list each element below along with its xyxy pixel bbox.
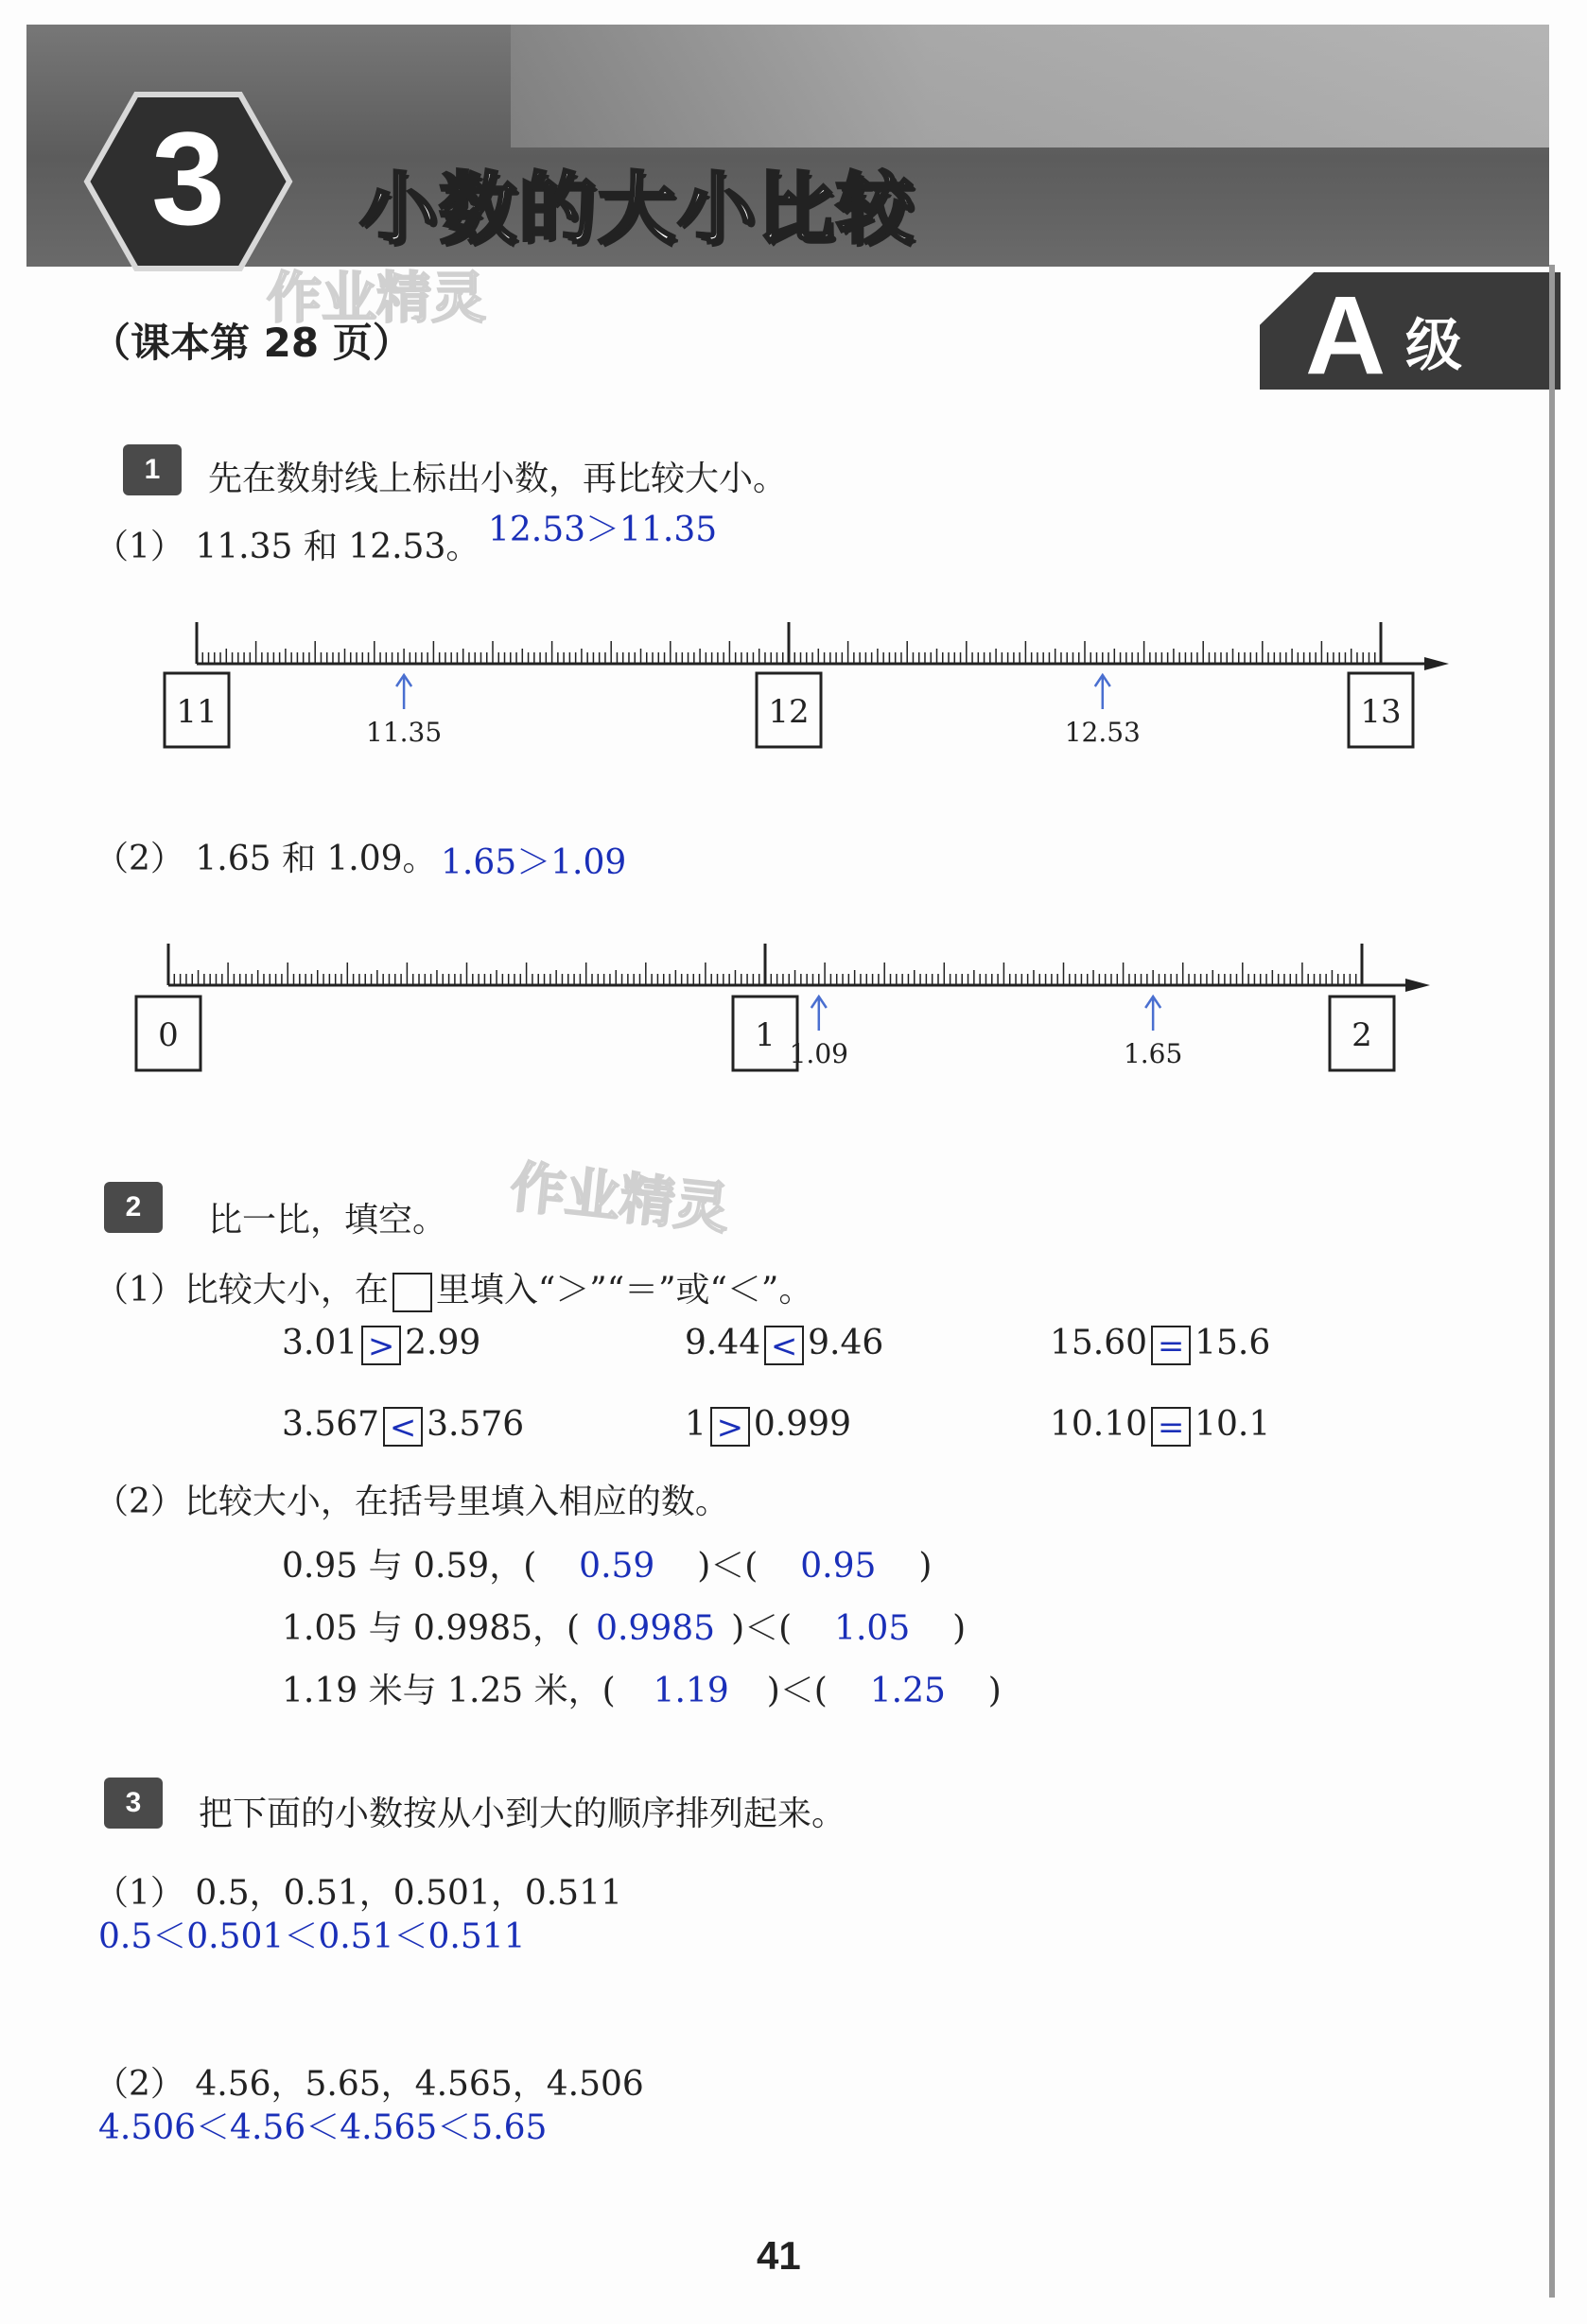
tick-label: 13 — [1360, 693, 1402, 731]
question-3-badge — [104, 1778, 163, 1829]
compare-left: 15.60 — [1050, 1324, 1148, 1362]
compare-sign-box[interactable]: = — [1151, 1326, 1191, 1365]
header-banner-highlight — [511, 25, 1549, 147]
compare-item — [1050, 1405, 1270, 1447]
compare-left: 10.10 — [1050, 1405, 1148, 1444]
axis-arrow-icon — [1424, 657, 1449, 670]
fill-prefix: 1.19 米与 1.25 米，( — [282, 1672, 616, 1710]
q1-part2-answer: 1.65＞1.09 — [441, 843, 627, 882]
q2-part2-label: （2）比较大小，在括号里填入相应的数。 — [95, 1483, 729, 1521]
compare-sign-box[interactable]: > — [710, 1407, 750, 1447]
watermark: 作业精灵 — [267, 266, 487, 330]
compare-left: 9.44 — [685, 1324, 761, 1362]
fill-prefix: 1.05 与 0.9985，( — [282, 1609, 581, 1648]
compare-item — [685, 1405, 851, 1447]
fill-mid: )＜( — [731, 1609, 793, 1648]
question-2-prompt: 比一比，填空。 — [208, 1201, 447, 1240]
q3-part1-label: （1） 0.5，0.51，0.501，0.511 — [95, 1874, 622, 1913]
question-number: 3 — [125, 1787, 142, 1818]
question-1-badge — [123, 444, 182, 495]
compare-item — [1050, 1324, 1270, 1365]
compare-left: 1 — [685, 1405, 706, 1444]
compare-item — [685, 1324, 883, 1365]
compare-sign-box[interactable]: > — [361, 1326, 401, 1365]
level-word: 级 — [1405, 313, 1462, 379]
compare-left: 3.567 — [282, 1405, 380, 1444]
question-1-prompt: 先在数射线上标出小数，再比较大小。 — [208, 460, 788, 498]
fill-answer[interactable]: 1.05 — [834, 1609, 911, 1648]
axis-arrow-icon — [1405, 979, 1430, 992]
fill-mid: )＜( — [697, 1547, 759, 1586]
q2-part1-label-b: 里填入“＞”“＝”或“＜”。 — [435, 1271, 813, 1309]
q1-part1-answer: 12.53＞11.35 — [488, 511, 718, 549]
q1-part2-label: （2） 1.65 和 1.09。 — [95, 840, 437, 878]
fill-answer[interactable]: 1.19 — [653, 1672, 729, 1710]
q2-part1-label-a: （1）比较大小，在 — [95, 1271, 389, 1309]
tick-label: 2 — [1352, 1016, 1372, 1054]
question-2-badge — [104, 1182, 163, 1233]
question-number: 1 — [144, 454, 161, 485]
section-number: 3 — [151, 104, 225, 252]
fill-end: ) — [918, 1547, 933, 1586]
page-edge — [1549, 265, 1555, 2298]
compare-right: 2.99 — [405, 1324, 481, 1362]
mark-label: 1.09 — [789, 1038, 848, 1069]
tick-label: 11 — [176, 693, 218, 731]
number-line-1 — [151, 605, 1456, 756]
page-title: 小数的大小比较 — [359, 165, 916, 254]
compare-right: 10.1 — [1195, 1405, 1271, 1444]
fill-mid: )＜( — [766, 1672, 828, 1710]
fill-end: ) — [952, 1609, 967, 1648]
textbook-reference: （课本第 28 页） — [91, 320, 412, 366]
fill-row — [282, 1602, 966, 1650]
fill-prefix: 0.95 与 0.59，( — [282, 1547, 537, 1586]
tick-label: 0 — [158, 1016, 179, 1054]
q3-part2-label: （2） 4.56，5.65，4.565，4.506 — [95, 2065, 644, 2104]
compare-right: 15.6 — [1195, 1324, 1271, 1362]
mark-label: 11.35 — [366, 717, 443, 748]
compare-sign-box[interactable]: < — [383, 1407, 423, 1447]
fill-row — [282, 1539, 932, 1587]
question-number: 2 — [125, 1191, 142, 1223]
q3-part2-answer: 4.506＜4.56＜4.565＜5.65 — [98, 2108, 548, 2147]
fill-end: ) — [987, 1672, 1002, 1710]
level-letter: A — [1305, 273, 1386, 398]
question-3-prompt: 把下面的小数按从小到大的顺序排列起来。 — [199, 1795, 846, 1833]
mark-label: 12.53 — [1064, 717, 1141, 748]
example-box — [392, 1273, 432, 1312]
compare-item — [282, 1405, 524, 1447]
mark-label: 1.65 — [1123, 1038, 1183, 1069]
q2-part1-instruction — [95, 1263, 812, 1312]
fill-answer[interactable]: 0.95 — [800, 1547, 877, 1586]
watermark: 作业精灵 — [507, 1154, 733, 1241]
compare-right: 0.999 — [753, 1405, 851, 1444]
number-line-2 — [123, 927, 1447, 1087]
fill-answer[interactable]: 1.25 — [869, 1672, 946, 1710]
compare-right: 3.576 — [427, 1405, 525, 1444]
compare-sign-box[interactable]: = — [1151, 1407, 1191, 1447]
fill-answer[interactable]: 0.59 — [579, 1547, 655, 1586]
compare-item — [282, 1324, 480, 1365]
q3-part1-answer: 0.5＜0.501＜0.51＜0.511 — [98, 1917, 526, 1956]
compare-right: 9.46 — [808, 1324, 884, 1362]
fill-answer[interactable]: 0.9985 — [596, 1609, 716, 1648]
q1-part1-label: （1） 11.35 和 12.53。 — [95, 528, 480, 566]
compare-left: 3.01 — [282, 1324, 358, 1362]
page-number: 41 — [757, 2233, 801, 2278]
compare-sign-box[interactable]: < — [764, 1326, 804, 1365]
fill-row — [282, 1664, 1002, 1712]
tick-label: 1 — [755, 1016, 776, 1054]
tick-label: 12 — [768, 693, 810, 731]
